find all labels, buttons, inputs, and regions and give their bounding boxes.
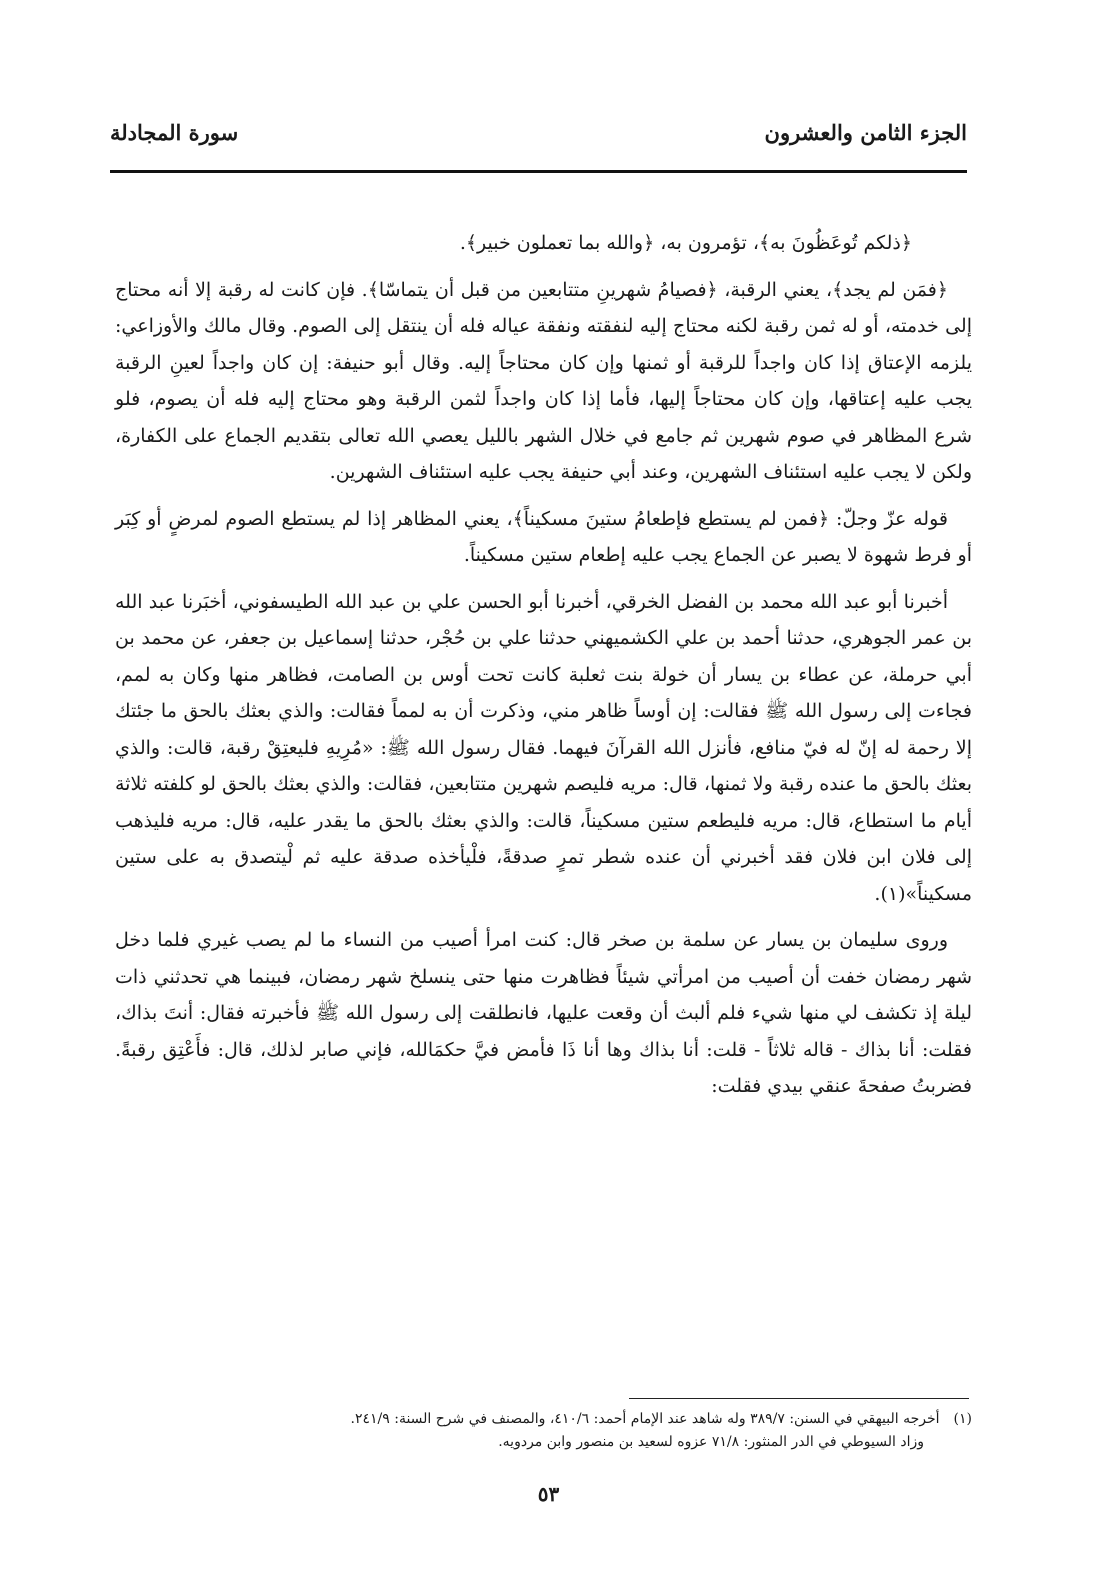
paragraph: وروى سليمان بن يسار عن سلمة بن صخر قال: كنت امرأ أصيب من النساء ما لم يصب غيري فلما دخل شهر رمضان خفت أن أصيب من امرأتي شيئاً فظاهرت منها حتى ينسلخ شهر رمضان، فبينما هي تحدثني ذات ليلة إذ تكشف لي منها شيء فلم ألبث أن وقعت عليها، فانطلقت إلى رسول الله ﷺ فأخبرته فقال: أنتَ بذاك، فقلت: أنا بذاك - قاله ثلاثاً - قلت: أنا بذاك وها أنا ذَا فأمض فيَّ حكمَالله، فإني صابر لذلك، قال: فأَعْتِق رقبةً. فضربتُ صفحةَ عنقي بيدي فقلت: xyxy=(115,929,972,1097)
footnote-text: وزاد السيوطي في الدر المنثور: ٧١/٨ عزوه لسعيد بن منصور وابن مردويه. xyxy=(498,1434,924,1450)
page-number: ٥٣ xyxy=(537,1482,560,1506)
footnote-text: أخرجه البيهقي في السنن: ٣٨٩/٧ وله شاهد عند الإمام أحمد: ٤١٠/٦، والمصنف في شرح السنة: ٢٤١/٩. xyxy=(350,1411,940,1427)
header-rule xyxy=(110,170,967,173)
footnote-number: (١) xyxy=(953,1411,972,1427)
paragraph: قوله عزّ وجلّ: ﴿فمن لم يستطع فإطعامُ ستينَ مسكيناً﴾، يعني المظاهر إذا لم يستطع الصوم لمرضٍ أو كِبَر أو فرط شهوة لا يصبر عن الجماع يجب عليه إطعام ستين مسكيناً. xyxy=(115,507,972,566)
footnote-rule xyxy=(629,1398,969,1399)
footnotes xyxy=(140,1408,972,1454)
main-text xyxy=(115,225,972,1115)
paragraph: ﴿فمَن لم يجد﴾، يعني الرقبة، ﴿فصيامُ شهرينِ متتابعين من قبل أن يتماسّا﴾. فإن كانت له رقبة إلا أنه محتاج إلى خدمته، أو له ثمن رقبة لكنه محتاج إليه لنفقته ونفقة عياله فله أن ينتقل إلى الصوم. وقال مالك والأوزاعي: يلزمه الإعتاق إذا كان واجداً للرقبة أو ثمنها وإن كان محتاجاً إليه. وقال أبو حنيفة: إن كان واجداً لعينِ الرقبة يجب عليه إعتاقها، وإن كان محتاجاً إليها، فأما إذا كان واجداً لثمن الرقبة وهو محتاج إليه فله أن يصوم، فلو شرع المظاهر في صوم شهرين ثم جامع في خلال الشهر بالليل يعصي الله تعالى بتقديم الجماع على الكفارة، ولكن لا يجب عليه استئناف الشهرين، وعند أبي حنيفة يجب عليه استئناف الشهرين. xyxy=(115,278,972,483)
running-header xyxy=(110,112,967,152)
surah-title: سورة المجادلة xyxy=(110,119,239,145)
part-title: الجزء الثامن والعشرون xyxy=(764,119,967,145)
footnote-line xyxy=(140,1408,972,1431)
paragraph: ﴿ذلكم تُوعَظُونَ به﴾، تؤمرون به، ﴿والله بما تعملون خبير﴾. xyxy=(459,232,912,254)
paragraph: أخبرنا أبو عبد الله محمد بن الفضل الخرقي، أخبرنا أبو الحسن علي بن عبد الله الطيسفوني، أخبَرنا عبد الله بن عمر الجوهري، حدثنا أحمد بن علي الكشميهني حدثنا علي بن حُجْر، حدثنا إسماعيل بن جعفر، عن محمد بن أبي حرملة، عن عطاء بن يسار أن خولة بنت ثعلبة كانت تحت أوس بن الصامت، فظاهر منها وكان به لمم، فجاءت إلى رسول الله ﷺ فقالت: إن أوساً ظاهر مني، وذكرت أن به لمماً فقالت: والذي بعثك بالحق ما جئتك إلا رحمة له إنّ له فيّ منافع، فأنزل الله القرآنَ فيهما. فقال رسول الله ﷺ: «مُرِيهِ فليعتِقْ رقبة، قالت: والذي بعثك بالحق ما عنده رقبة ولا ثمنها، قال: مريه فليصم شهرين متتابعين، فقالت: والذي بعثك بالحق لو كلفته ثلاثة أيام ما استطاع، قال: مريه فليطعم ستين مسكيناً، قالت: والذي بعثك بالحق ما يقدر عليه، قال: مريه فليذهب إلى فلان ابن فلان فقد أخبرني أن عنده شطر تمرٍ صدقةً، فلْيأخذه صدقة عليه ثم لْيتصدق به على ستين مسكيناً»(١). xyxy=(115,590,972,905)
